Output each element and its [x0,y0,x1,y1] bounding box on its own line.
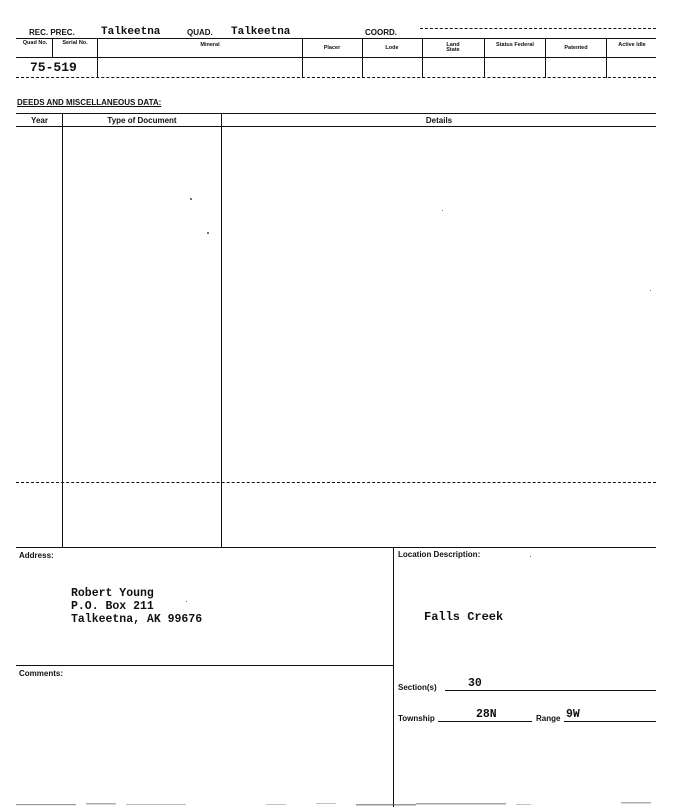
scan-speck [186,601,187,602]
address-line-1: Robert Young [71,587,154,600]
col-land-state: Land State [446,42,460,53]
rec-prec-label: REC. PREC. [29,28,75,37]
col-lode: Lode [385,45,399,51]
address-line-3: Talkeetna, AK 99676 [71,613,203,626]
location-description-label: Location Description: [398,550,481,559]
section-value: 30 [468,677,482,690]
col-status-federal: Status Federal [496,42,534,48]
range-underline [564,721,656,722]
address-line-2: P.O. Box 211 [71,600,154,613]
scan-speck [530,556,531,557]
col-placer: Placer [323,45,341,51]
address-label: Address: [19,551,54,560]
header-top-rule [16,38,656,39]
scan-speck [190,198,192,200]
coord-label: COORD. [365,28,397,37]
header-bottom-rule [16,77,656,78]
scan-speck [207,232,209,234]
range-label: Range [536,714,561,723]
deeds-bottom-rule [16,547,656,548]
deeds-header-rule [16,126,656,127]
header-mid-rule [16,57,656,58]
location-value: Falls Creek [424,610,504,624]
section-label: Section(s) [398,683,437,692]
deeds-title: DEEDS AND MISCELLANEOUS DATA: [17,98,162,107]
col-mineral: Mineral [200,42,220,48]
coord-dashed-rule [420,28,656,29]
scan-speck [442,210,443,211]
col-sep [97,38,98,78]
col-sep [52,38,53,57]
col-patented: Patented [564,45,588,51]
section-underline [445,690,656,691]
quad-label: QUAD. [187,28,213,37]
township-label: Township [398,714,435,723]
col-sep [545,38,546,78]
township-underline [438,721,532,722]
deeds-dashed-rule [16,482,656,483]
col-sep [484,38,485,78]
comments-label: Comments: [19,669,64,678]
lower-col-divider [393,547,394,807]
quad-no-value: 75-519 [30,60,77,75]
col-sep [302,38,303,78]
col-sep [362,38,363,78]
col-serial-no: Serial No. [62,40,88,46]
township-value: 28N [476,708,497,721]
col-type-of-document: Type of Document [107,116,177,125]
col-year: Year [31,116,48,125]
col-quad-no: Quad No. [22,40,48,46]
quad-value: Talkeetna [231,26,291,38]
col-details: Details [425,116,453,125]
col-sep [422,38,423,78]
deeds-top-rule [16,113,656,114]
rec-prec-value: Talkeetna [101,26,161,38]
comments-top-rule [16,665,393,666]
col-active-idle: Active Idle [618,42,646,48]
address-block [71,587,202,626]
scan-speck [650,290,651,291]
scan-noise-strip [16,801,656,807]
range-value: 9W [566,708,580,721]
col-sep [606,38,607,78]
